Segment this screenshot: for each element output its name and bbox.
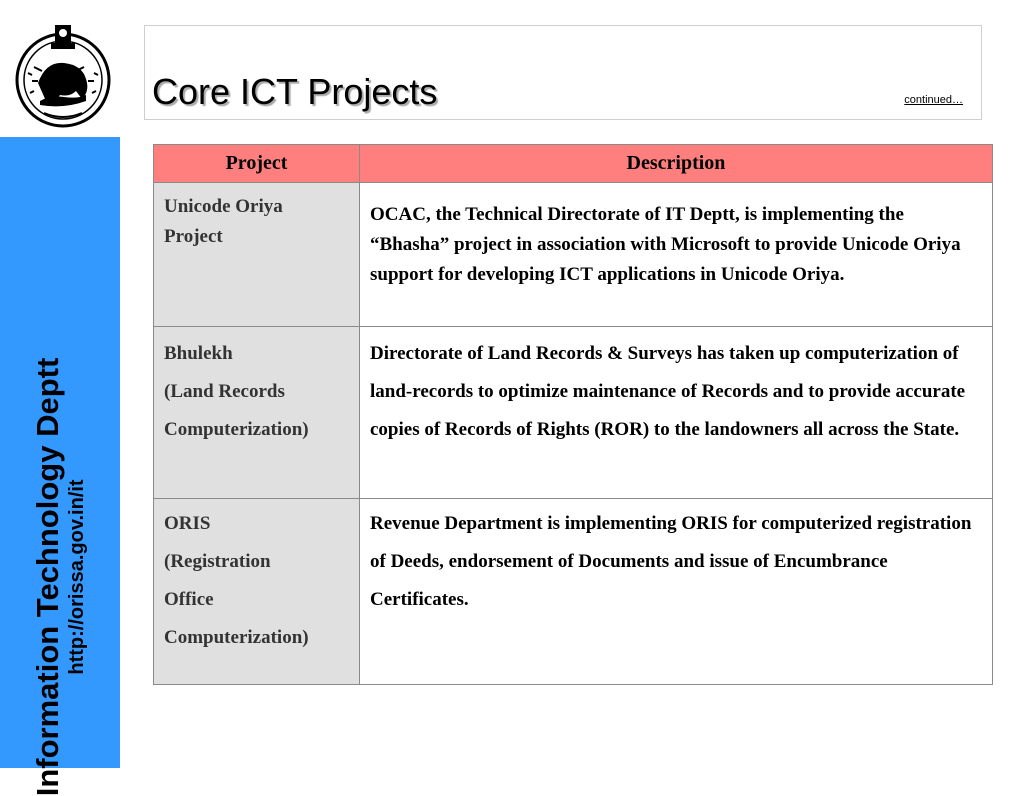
project-name-line: Computerization) [164,627,309,648]
sidebar-vertical-text [31,358,89,796]
project-name-line: Project [164,226,223,247]
continued-label: continued… [904,94,963,106]
column-header-description: Description [360,145,993,183]
project-cell [154,183,360,327]
project-name-line: (Registration [164,551,271,572]
project-cell [154,499,360,685]
project-name-line: Office [164,589,214,610]
department-url: http://orissa.gov.in/it [66,479,88,675]
description-cell: OCAC, the Technical Directorate of IT Deptt, is implementing the “Bhasha” project in association with Microsoft to provide Unicode Oriya support for developing ICT applications in Unicode Oriya. [360,183,993,327]
table-header-row [154,145,993,183]
project-name-line: ORIS [164,513,211,534]
slide-title-box [144,25,982,120]
description-cell: Revenue Department is implementing ORIS for computerized registration of Deeds, endorsement of Documents and issue of Encumbrance Certificates. [360,499,993,685]
department-title: Information Technology Deptt [30,357,65,796]
sidebar-band [0,137,120,796]
project-name-line: (Land Records [164,381,285,402]
column-header-project: Project [154,145,360,183]
projects-table [153,144,993,685]
project-name-line: Bhulekh [164,343,233,364]
description-cell: Directorate of Land Records & Surveys has taken up computerization of land-records to optimize maintenance of Records and to provide accurate copies of Records of Rights (ROR) to the landowners all across the State. [360,327,993,499]
project-cell [154,327,360,499]
table-row [154,327,993,499]
project-name-line: Computerization) [164,419,309,440]
table-row [154,499,993,685]
project-name-line: Unicode Oriya [164,196,283,217]
page-title: Core ICT Projects [152,71,438,112]
table-row [154,183,993,327]
state-emblem-icon [14,23,112,129]
